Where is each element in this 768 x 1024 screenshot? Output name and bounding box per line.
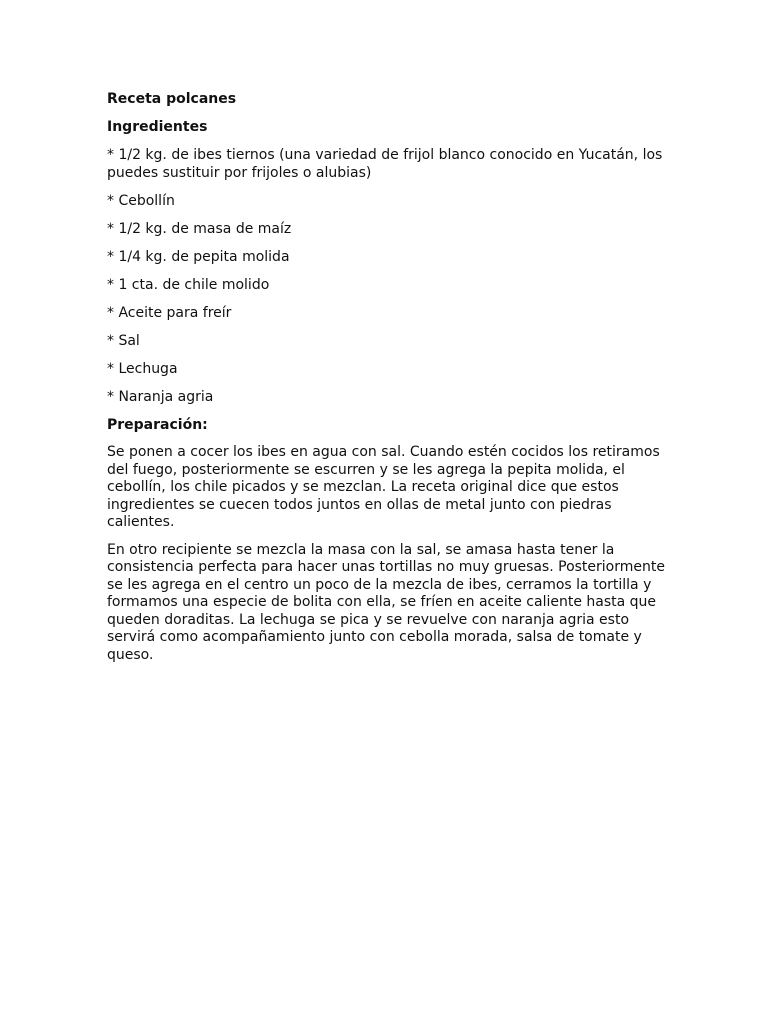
preparation-paragraph: Se ponen a cocer los ibes en agua con sal. Cuando estén cocidos los retiramos del fuego, posteriormente se escurren y se les agrega la pepita molida, el cebollín, los chile picados y se mezclan. La receta original dice que estos ingredientes se cuecen todos juntos en ollas de metal junto con piedras calientes. (107, 444, 660, 530)
preparation-paragraph: En otro recipiente se mezcla la masa con la sal, se amasa hasta tener la consistencia perfecta para hacer unas tortillas no muy gruesas. Posteriormente se les agrega en el centro un poco de la mezcla de ibes, cerramos la tortilla y formamos una especie de bolita con ella, se fríen en aceite caliente hasta que queden doraditas. La lechuga se pica y se revuelve con naranja agria esto servirá como acompañamiento junto con cebolla morada, salsa de tomate y queso. (107, 541, 665, 663)
ingredient-item: * 1/2 kg. de masa de maíz (107, 221, 292, 237)
ingredient-item: * Cebollín (107, 193, 175, 209)
document-title: Receta polcanes (107, 91, 237, 107)
ingredient-item: * Lechuga (107, 361, 178, 377)
ingredient-item: * 1/2 kg. de ibes tiernos (una variedad de frijol blanco conocido en Yucatán, los puedes sustituir por frijoles o alubias) (107, 147, 663, 181)
ingredients-list (107, 146, 667, 406)
ingredient-item: * Sal (107, 333, 140, 349)
document-page (107, 90, 667, 674)
ingredient-item: * 1/4 kg. de pepita molida (107, 249, 290, 265)
ingredient-item: * Aceite para freír (107, 305, 232, 321)
ingredients-heading: Ingredientes (107, 119, 208, 135)
preparation-heading: Preparación: (107, 417, 208, 433)
ingredient-item: * 1 cta. de chile molido (107, 277, 270, 293)
ingredient-item: * Naranja agria (107, 389, 214, 405)
